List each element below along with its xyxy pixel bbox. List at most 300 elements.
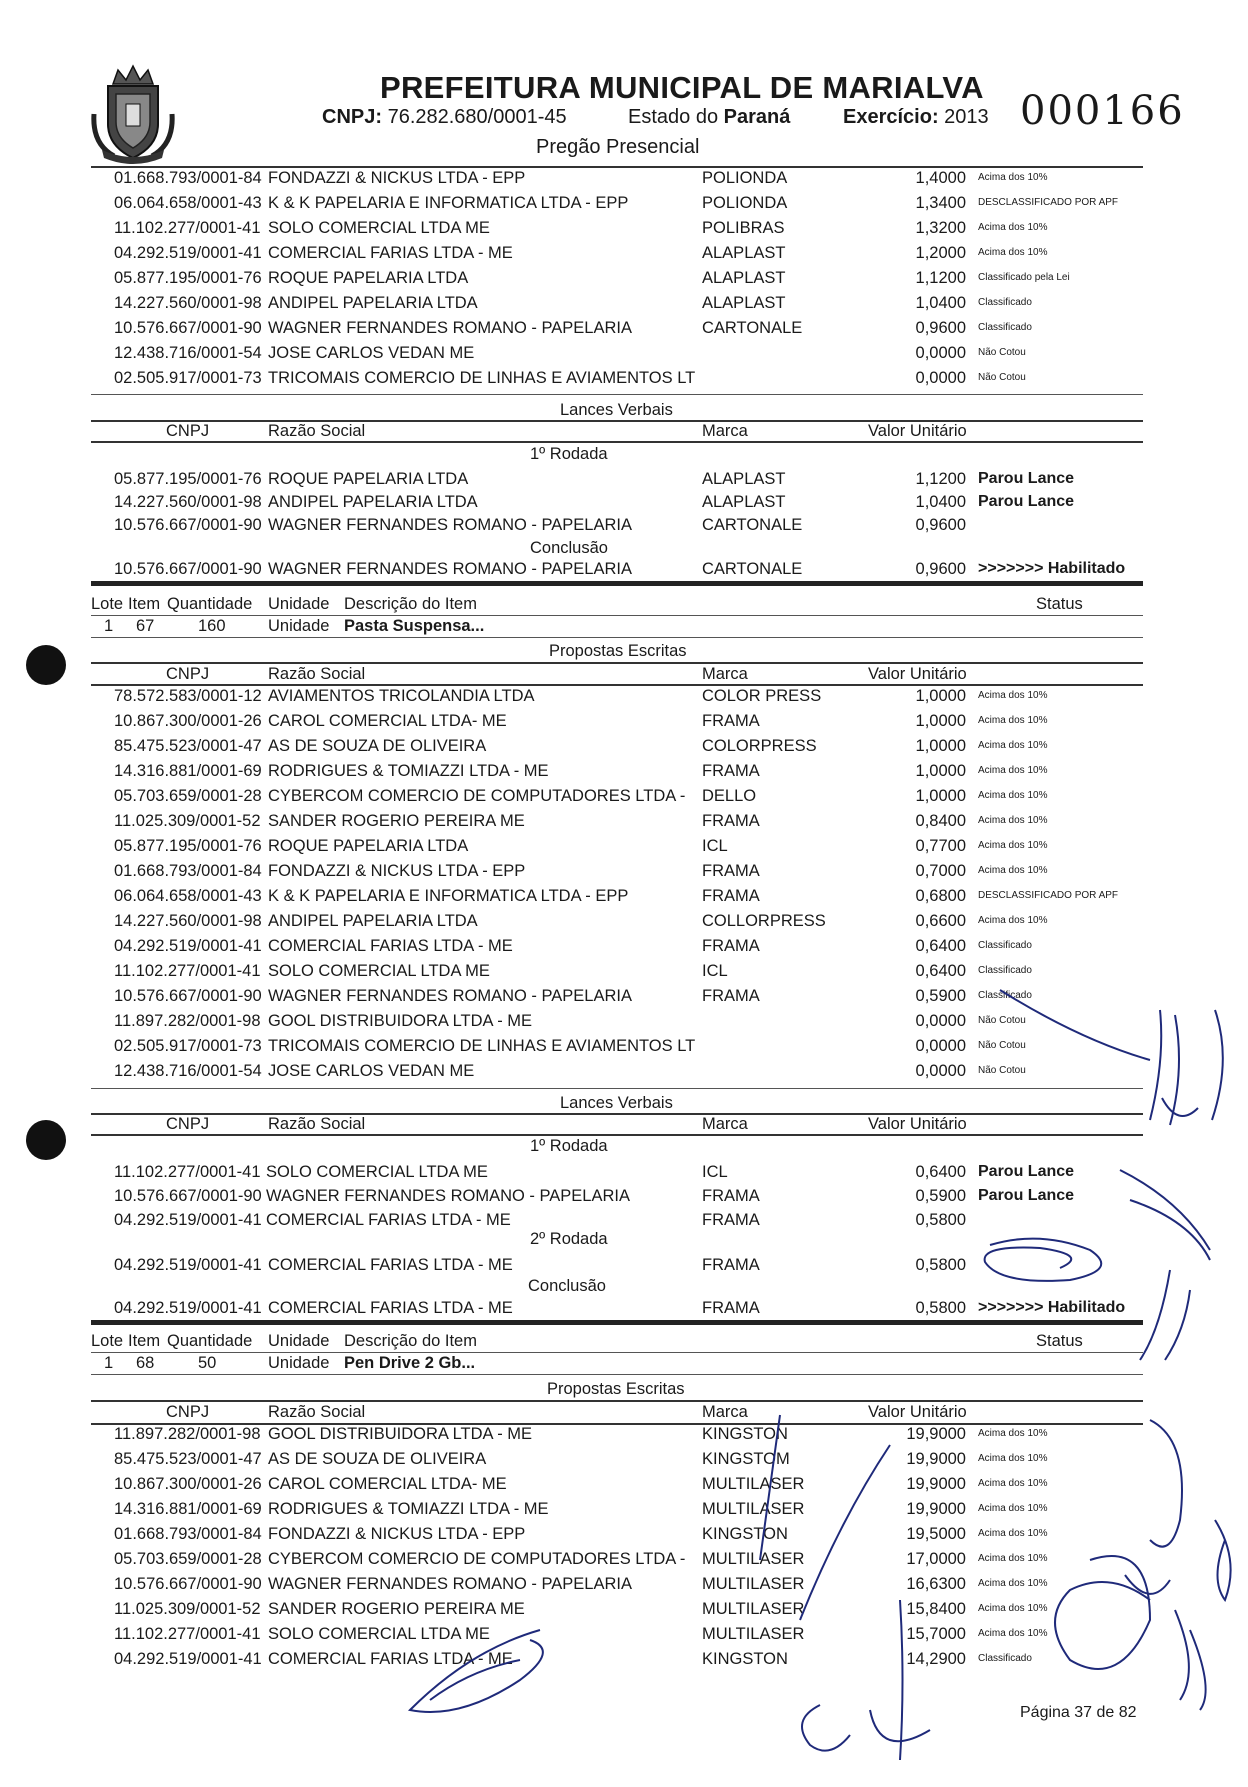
header-state <box>628 106 790 129</box>
row-company-name: COMERCIAL FARIAS LTDA - ME <box>266 1211 511 1229</box>
row-cnpj: 11.025.309/0001-52 <box>114 812 261 830</box>
row-brand: KINGSTON <box>702 1525 788 1543</box>
row-status: Acima dos 10% <box>978 840 1048 851</box>
row-status: Acima dos 10% <box>978 690 1048 701</box>
row-company-name: COMERCIAL FARIAS LTDA - ME <box>268 1256 513 1274</box>
column-header-quantidade: Quantidade <box>167 1332 253 1350</box>
column-header-valor-unitario: Valor Unitário <box>868 1115 967 1133</box>
row-company-name: COMERCIAL FARIAS LTDA - ME <box>268 1650 513 1668</box>
row-cnpj: 05.877.195/0001-76 <box>114 470 262 488</box>
header-cnpj <box>322 106 567 129</box>
row-company-name: SOLO COMERCIAL LTDA ME <box>268 962 490 980</box>
item-unit: Unidade <box>268 1354 330 1372</box>
item-number: 68 <box>136 1354 155 1372</box>
row-unit-value: 1,3400 <box>915 194 966 212</box>
row-brand: POLIONDA <box>702 194 788 212</box>
row-company-name: JOSE CARLOS VEDAN ME <box>268 344 475 362</box>
row-status: DESCLASSIFICADO POR APF <box>978 197 1119 208</box>
column-header-razao-social: Razão Social <box>268 665 366 683</box>
row-brand: ALAPLAST <box>702 244 786 262</box>
page-title: PREFEITURA MUNICIPAL DE MARIALVA <box>380 70 984 105</box>
row-brand: FRAMA <box>702 1256 760 1274</box>
row-unit-value: 0,0000 <box>915 344 966 362</box>
row-cnpj: 14.227.560/0001-98 <box>114 912 262 930</box>
row-cnpj: 11.897.282/0001-98 <box>114 1425 261 1443</box>
lances-verbais-heading: Lances Verbais <box>560 401 673 419</box>
row-status: Acima dos 10% <box>978 1453 1048 1464</box>
row-company-name: WAGNER FERNANDES ROMANO - PAPELARIA <box>266 1187 630 1205</box>
row-status: Acima dos 10% <box>978 790 1048 801</box>
row-brand: CARTONALE <box>702 560 803 578</box>
row-unit-value: 0,6800 <box>915 887 966 905</box>
row-brand: ALAPLAST <box>702 493 786 511</box>
signature-stroke <box>1000 990 1179 1125</box>
row-unit-value: 0,8400 <box>915 812 966 830</box>
row-cnpj: 14.227.560/0001-98 <box>114 493 262 511</box>
row-cnpj: 01.668.793/0001-84 <box>114 1525 262 1543</box>
column-header-marca: Marca <box>702 665 748 683</box>
row-status: Classificado <box>978 990 1032 1001</box>
row-status: >>>>>>> Habilitado <box>978 1299 1126 1316</box>
row-unit-value: 1,0400 <box>915 294 966 312</box>
column-header-valor-unitario: Valor Unitário <box>868 422 967 440</box>
row-unit-value: 15,8400 <box>906 1600 966 1618</box>
row-cnpj: 11.102.277/0001-41 <box>114 1625 261 1643</box>
horizontal-rule <box>91 394 1143 395</box>
row-company-name: ANDIPEL PAPELARIA LTDA <box>268 493 478 511</box>
signature-stroke <box>1175 1610 1206 1710</box>
row-company-name: AVIAMENTOS TRICOLANDIA LTDA <box>268 687 535 705</box>
row-company-name: SOLO COMERCIAL LTDA ME <box>266 1163 488 1181</box>
item-quantity: 160 <box>198 617 226 635</box>
row-brand: COLLORPRESS <box>702 912 826 930</box>
row-cnpj: 04.292.519/0001-41 <box>114 1256 262 1274</box>
row-unit-value: 1,1200 <box>915 269 966 287</box>
row-company-name: SANDER ROGERIO PEREIRA ME <box>268 812 525 830</box>
horizontal-rule <box>91 1374 1143 1375</box>
row-cnpj: 10.576.667/0001-90 <box>114 516 262 534</box>
column-header-quantidade: Quantidade <box>167 595 253 613</box>
row-unit-value: 19,9000 <box>906 1475 966 1493</box>
row-unit-value: 17,0000 <box>906 1550 966 1568</box>
row-status: Acima dos 10% <box>978 172 1048 183</box>
signature-stroke <box>1125 1575 1170 1594</box>
row-company-name: ANDIPEL PAPELARIA LTDA <box>268 912 478 930</box>
row-company-name: SOLO COMERCIAL LTDA ME <box>268 1625 490 1643</box>
row-cnpj: 01.668.793/0001-84 <box>114 862 262 880</box>
item-lote: 1 <box>104 617 114 635</box>
column-header-razao-social: Razão Social <box>268 422 366 440</box>
row-brand: POLIBRAS <box>702 219 785 237</box>
row-unit-value: 0,6400 <box>915 962 966 980</box>
row-company-name: SOLO COMERCIAL LTDA ME <box>268 219 490 237</box>
row-company-name: FONDAZZI & NICKUS LTDA - EPP <box>268 862 526 880</box>
column-header-cnpj: CNPJ <box>166 1403 210 1421</box>
item-lote: 1 <box>104 1354 114 1372</box>
page-subtitle: Pregão Presencial <box>536 136 700 158</box>
row-status: Não Cotou <box>978 1040 1026 1051</box>
row-status: Acima dos 10% <box>978 1478 1048 1489</box>
item-description: Pasta Suspensa... <box>344 617 485 635</box>
row-cnpj: 04.292.519/0001-41 <box>114 1650 262 1668</box>
row-unit-value: 0,5800 <box>915 1299 966 1317</box>
item-unit: Unidade <box>268 617 330 635</box>
row-cnpj: 11.102.277/0001-41 <box>114 1163 261 1181</box>
row-company-name: CYBERCOM COMERCIO DE COMPUTADORES LTDA - <box>268 787 686 805</box>
row-company-name: RODRIGUES & TOMIAZZI LTDA - ME <box>268 1500 549 1518</box>
row-unit-value: 0,0000 <box>915 1062 966 1080</box>
row-cnpj: 04.292.519/0001-41 <box>114 1211 262 1229</box>
row-cnpj: 14.316.881/0001-69 <box>114 1500 262 1518</box>
row-cnpj: 10.576.667/0001-90 <box>114 1187 262 1205</box>
row-brand: FRAMA <box>702 987 760 1005</box>
row-cnpj: 04.292.519/0001-41 <box>114 937 262 955</box>
column-header-lote: Lote <box>91 1332 124 1350</box>
row-company-name: WAGNER FERNANDES ROMANO - PAPELARIA <box>268 516 632 534</box>
row-brand: MULTILASER <box>702 1600 805 1618</box>
row-status: Acima dos 10% <box>978 765 1048 776</box>
row-cnpj: 78.572.583/0001-12 <box>114 687 262 705</box>
row-company-name: SANDER ROGERIO PEREIRA ME <box>268 1600 525 1618</box>
row-status: Acima dos 10% <box>978 1428 1048 1439</box>
binder-hole <box>26 1120 66 1160</box>
row-company-name: ROQUE PAPELARIA LTDA <box>268 269 469 287</box>
row-unit-value: 0,5900 <box>915 987 966 1005</box>
cnpj-value: 76.282.680/0001-45 <box>387 106 567 128</box>
row-unit-value: 19,5000 <box>906 1525 966 1543</box>
row-brand: POLIONDA <box>702 169 788 187</box>
row-unit-value: 1,0000 <box>915 737 966 755</box>
row-brand: FRAMA <box>702 1211 760 1229</box>
row-cnpj: 05.877.195/0001-76 <box>114 837 262 855</box>
signature-loop <box>1055 1556 1150 1669</box>
row-cnpj: 11.025.309/0001-52 <box>114 1600 261 1618</box>
conclusion-heading: Conclusão <box>528 1277 606 1295</box>
row-brand: COLOR PRESS <box>702 687 822 705</box>
row-unit-value: 0,6400 <box>915 1163 966 1181</box>
row-company-name: COMERCIAL FARIAS LTDA - ME <box>268 937 513 955</box>
row-brand: ALAPLAST <box>702 294 786 312</box>
row-company-name: JOSE CARLOS VEDAN ME <box>268 1062 475 1080</box>
row-status: Acima dos 10% <box>978 740 1048 751</box>
row-brand: MULTILASER <box>702 1575 805 1593</box>
item-quantity: 50 <box>198 1354 217 1372</box>
row-unit-value: 0,6400 <box>915 937 966 955</box>
row-unit-value: 0,0000 <box>915 369 966 387</box>
row-status: Parou Lance <box>978 470 1075 487</box>
row-company-name: COMERCIAL FARIAS LTDA - ME <box>268 1299 513 1317</box>
row-cnpj: 11.897.282/0001-98 <box>114 1012 261 1030</box>
row-company-name: WAGNER FERNANDES ROMANO - PAPELARIA <box>268 560 632 578</box>
row-brand: MULTILASER <box>702 1550 805 1568</box>
row-brand: KINGSTOM <box>702 1450 790 1468</box>
row-unit-value: 1,0000 <box>915 687 966 705</box>
row-cnpj: 85.475.523/0001-47 <box>114 1450 262 1468</box>
row-cnpj: 10.867.300/0001-26 <box>114 1475 262 1493</box>
row-company-name: COMERCIAL FARIAS LTDA - ME <box>268 244 513 262</box>
row-unit-value: 1,0400 <box>915 493 966 511</box>
row-unit-value: 0,7000 <box>915 862 966 880</box>
page-number: Página 37 de 82 <box>1020 1704 1137 1721</box>
cnpj-label: CNPJ: <box>322 106 383 128</box>
row-cnpj: 10.867.300/0001-26 <box>114 712 262 730</box>
row-status: Parou Lance <box>978 1187 1075 1204</box>
row-status: Acima dos 10% <box>978 247 1048 258</box>
row-unit-value: 19,9000 <box>906 1450 966 1468</box>
row-status: Acima dos 10% <box>978 1603 1048 1614</box>
row-unit-value: 1,2000 <box>915 244 966 262</box>
row-status: Não Cotou <box>978 372 1026 383</box>
row-brand: ICL <box>702 837 728 855</box>
row-company-name: ROQUE PAPELARIA LTDA <box>268 837 469 855</box>
row-cnpj: 14.316.881/0001-69 <box>114 762 262 780</box>
row-company-name: GOOL DISTRIBUIDORA LTDA - ME <box>268 1012 533 1030</box>
column-header-status: Status <box>1036 595 1083 613</box>
row-brand: ICL <box>702 1163 728 1181</box>
row-unit-value: 0,9600 <box>915 560 966 578</box>
row-status: Acima dos 10% <box>978 1503 1048 1514</box>
item-number: 67 <box>136 617 155 635</box>
round-heading: 2º Rodada <box>530 1230 608 1248</box>
row-company-name: TRICOMAIS COMERCIO DE LINHAS E AVIAMENTOS LT <box>268 1037 696 1055</box>
horizontal-rule <box>91 615 1143 616</box>
row-status: Acima dos 10% <box>978 715 1048 726</box>
row-cnpj: 01.668.793/0001-84 <box>114 169 262 187</box>
row-cnpj: 06.064.658/0001-43 <box>114 887 262 905</box>
row-status: Acima dos 10% <box>978 222 1048 233</box>
horizontal-rule <box>91 662 1143 664</box>
row-cnpj: 10.576.667/0001-90 <box>114 560 262 578</box>
signature-scribble <box>802 1705 930 1751</box>
row-brand: FRAMA <box>702 1187 760 1205</box>
row-brand: FRAMA <box>702 1299 760 1317</box>
column-header-marca: Marca <box>702 422 748 440</box>
column-header-marca: Marca <box>702 1115 748 1133</box>
row-company-name: AS DE SOUZA DE OLIVEIRA <box>268 1450 487 1468</box>
round-heading: 1º Rodada <box>530 1137 608 1155</box>
row-company-name: AS DE SOUZA DE OLIVEIRA <box>268 737 487 755</box>
row-brand: KINGSTON <box>702 1650 788 1668</box>
column-header-lote: Lote <box>91 595 124 613</box>
row-status: Classificado <box>978 297 1032 308</box>
row-status: Acima dos 10% <box>978 1578 1048 1589</box>
row-unit-value: 0,6600 <box>915 912 966 930</box>
header-exercise <box>843 106 989 129</box>
row-unit-value: 19,9000 <box>906 1425 966 1443</box>
row-brand: ALAPLAST <box>702 269 786 287</box>
row-unit-value: 0,0000 <box>915 1037 966 1055</box>
row-unit-value: 0,7700 <box>915 837 966 855</box>
row-unit-value: 1,1200 <box>915 470 966 488</box>
row-unit-value: 0,9600 <box>915 516 966 534</box>
row-company-name: CAROL COMERCIAL LTDA- ME <box>268 712 507 730</box>
row-cnpj: 10.576.667/0001-90 <box>114 1575 262 1593</box>
row-status: Não Cotou <box>978 1065 1026 1076</box>
row-status: >>>>>>> Habilitado <box>978 560 1126 577</box>
row-cnpj: 10.576.667/0001-90 <box>114 319 262 337</box>
row-brand: ICL <box>702 962 728 980</box>
row-status: Classificado <box>978 1653 1032 1664</box>
row-unit-value: 15,7000 <box>906 1625 966 1643</box>
column-header-descricao: Descrição do Item <box>344 595 477 613</box>
row-status: Classificado <box>978 965 1032 976</box>
row-status: Classificado <box>978 940 1032 951</box>
column-header-valor-unitario: Valor Unitário <box>868 1403 967 1421</box>
row-brand: CARTONALE <box>702 516 803 534</box>
column-header-razao-social: Razão Social <box>268 1115 366 1133</box>
row-brand: MULTILASER <box>702 1475 805 1493</box>
row-cnpj: 12.438.716/0001-54 <box>114 344 262 362</box>
row-brand: MULTILASER <box>702 1625 805 1643</box>
row-unit-value: 0,5800 <box>915 1211 966 1229</box>
row-status: Não Cotou <box>978 347 1026 358</box>
row-cnpj: 12.438.716/0001-54 <box>114 1062 262 1080</box>
signature-stroke <box>1120 1170 1210 1260</box>
row-cnpj: 05.703.659/0001-28 <box>114 1550 262 1568</box>
row-company-name: WAGNER FERNANDES ROMANO - PAPELARIA <box>268 987 632 1005</box>
row-unit-value: 0,5800 <box>915 1256 966 1274</box>
row-status: DESCLASSIFICADO POR APF <box>978 890 1119 901</box>
row-brand: DELLO <box>702 787 757 805</box>
horizontal-rule <box>91 420 1143 422</box>
signature-stroke <box>1215 1520 1231 1600</box>
page-stamp-number: 000166 <box>1020 88 1185 134</box>
row-company-name: K & K PAPELARIA E INFORMATICA LTDA - EPP <box>268 887 629 905</box>
row-unit-value: 1,3200 <box>915 219 966 237</box>
column-header-razao-social: Razão Social <box>268 1403 366 1421</box>
row-cnpj: 11.102.277/0001-41 <box>114 219 261 237</box>
row-company-name: ANDIPEL PAPELARIA LTDA <box>268 294 478 312</box>
exercise-label: Exercício: <box>843 106 939 128</box>
horizontal-rule <box>91 1088 1143 1089</box>
row-unit-value: 0,9600 <box>915 319 966 337</box>
horizontal-rule <box>91 1113 1143 1115</box>
exercise-value: 2013 <box>944 106 989 128</box>
row-cnpj: 06.064.658/0001-43 <box>114 194 262 212</box>
column-header-item: Item <box>128 595 161 613</box>
row-status: Acima dos 10% <box>978 1528 1048 1539</box>
row-unit-value: 0,0000 <box>915 1012 966 1030</box>
row-unit-value: 1,0000 <box>915 762 966 780</box>
row-company-name: WAGNER FERNANDES ROMANO - PAPELARIA <box>268 1575 632 1593</box>
row-cnpj: 04.292.519/0001-41 <box>114 244 262 262</box>
row-company-name: CYBERCOM COMERCIO DE COMPUTADORES LTDA - <box>268 1550 686 1568</box>
row-company-name: FONDAZZI & NICKUS LTDA - EPP <box>268 169 526 187</box>
item-description: Pen Drive 2 Gb... <box>344 1354 476 1372</box>
row-company-name: RODRIGUES & TOMIAZZI LTDA - ME <box>268 762 549 780</box>
municipal-crest-icon <box>88 64 178 164</box>
lances-verbais-heading: Lances Verbais <box>560 1094 673 1112</box>
state-value: Paraná <box>723 106 791 128</box>
row-company-name: CAROL COMERCIAL LTDA- ME <box>268 1475 507 1493</box>
round-heading: 1º Rodada <box>530 445 608 463</box>
row-unit-value: 1,4000 <box>915 169 966 187</box>
row-cnpj: 10.576.667/0001-90 <box>114 987 262 1005</box>
row-brand: FRAMA <box>702 762 760 780</box>
column-header-descricao: Descrição do Item <box>344 1332 477 1350</box>
row-brand: MULTILASER <box>702 1500 805 1518</box>
horizontal-rule <box>91 1352 1143 1353</box>
row-brand: FRAMA <box>702 712 760 730</box>
state-label: Estado do <box>628 106 719 128</box>
horizontal-rule <box>91 1400 1143 1402</box>
row-brand: KINGSTON <box>702 1425 788 1443</box>
row-status: Não Cotou <box>978 1015 1026 1026</box>
row-cnpj: 05.703.659/0001-28 <box>114 787 262 805</box>
row-status: Acima dos 10% <box>978 865 1048 876</box>
column-header-valor-unitario: Valor Unitário <box>868 665 967 683</box>
column-header-cnpj: CNPJ <box>166 422 210 440</box>
horizontal-rule <box>91 1134 1143 1136</box>
horizontal-rule <box>91 581 1143 586</box>
row-status: Acima dos 10% <box>978 915 1048 926</box>
row-brand: FRAMA <box>702 812 760 830</box>
row-cnpj: 85.475.523/0001-47 <box>114 737 262 755</box>
signature-stroke <box>1162 1010 1223 1120</box>
column-header-unidade: Unidade <box>268 595 330 613</box>
row-unit-value: 14,2900 <box>906 1650 966 1668</box>
row-brand: COLORPRESS <box>702 737 817 755</box>
row-company-name: WAGNER FERNANDES ROMANO - PAPELARIA <box>268 319 632 337</box>
column-header-item: Item <box>128 1332 161 1350</box>
row-cnpj: 02.505.917/0001-73 <box>114 369 262 387</box>
horizontal-rule <box>91 441 1143 443</box>
column-header-cnpj: CNPJ <box>166 1115 210 1133</box>
row-company-name: GOOL DISTRIBUIDORA LTDA - ME <box>268 1425 533 1443</box>
conclusion-heading: Conclusão <box>530 539 608 557</box>
row-status: Parou Lance <box>978 1163 1075 1180</box>
row-company-name: TRICOMAIS COMERCIO DE LINHAS E AVIAMENTOS LT <box>268 369 696 387</box>
row-cnpj: 04.292.519/0001-41 <box>114 1299 262 1317</box>
signature-stroke <box>1140 1270 1190 1360</box>
row-status: Classificado pela Lei <box>978 272 1070 283</box>
row-cnpj: 14.227.560/0001-98 <box>114 294 262 312</box>
row-status: Acima dos 10% <box>978 1553 1048 1564</box>
row-unit-value: 16,6300 <box>906 1575 966 1593</box>
column-header-unidade: Unidade <box>268 1332 330 1350</box>
propostas-escritas-heading: Propostas Escritas <box>549 642 687 660</box>
row-brand: FRAMA <box>702 862 760 880</box>
row-unit-value: 19,9000 <box>906 1500 966 1518</box>
horizontal-rule <box>91 1320 1143 1325</box>
row-brand: CARTONALE <box>702 319 803 337</box>
row-company-name: FONDAZZI & NICKUS LTDA - EPP <box>268 1525 526 1543</box>
row-status: Acima dos 10% <box>978 815 1048 826</box>
horizontal-rule <box>91 637 1143 638</box>
row-unit-value: 0,5900 <box>915 1187 966 1205</box>
row-status: Parou Lance <box>978 493 1075 510</box>
signature-stroke <box>1150 1420 1182 1547</box>
row-cnpj: 02.505.917/0001-73 <box>114 1037 262 1055</box>
row-company-name: ROQUE PAPELARIA LTDA <box>268 470 469 488</box>
row-cnpj: 11.102.277/0001-41 <box>114 962 261 980</box>
row-unit-value: 1,0000 <box>915 712 966 730</box>
signature-scribble <box>985 1239 1102 1281</box>
column-header-marca: Marca <box>702 1403 748 1421</box>
row-brand: FRAMA <box>702 887 760 905</box>
row-status: Classificado <box>978 322 1032 333</box>
column-header-cnpj: CNPJ <box>166 665 210 683</box>
signature-stroke <box>900 1600 903 1760</box>
row-brand: FRAMA <box>702 937 760 955</box>
propostas-escritas-heading: Propostas Escritas <box>547 1380 685 1398</box>
row-status: Acima dos 10% <box>978 1628 1048 1639</box>
column-header-status: Status <box>1036 1332 1083 1350</box>
row-brand: ALAPLAST <box>702 470 786 488</box>
row-company-name: K & K PAPELARIA E INFORMATICA LTDA - EPP <box>268 194 629 212</box>
binder-hole <box>26 645 66 685</box>
row-cnpj: 05.877.195/0001-76 <box>114 269 262 287</box>
